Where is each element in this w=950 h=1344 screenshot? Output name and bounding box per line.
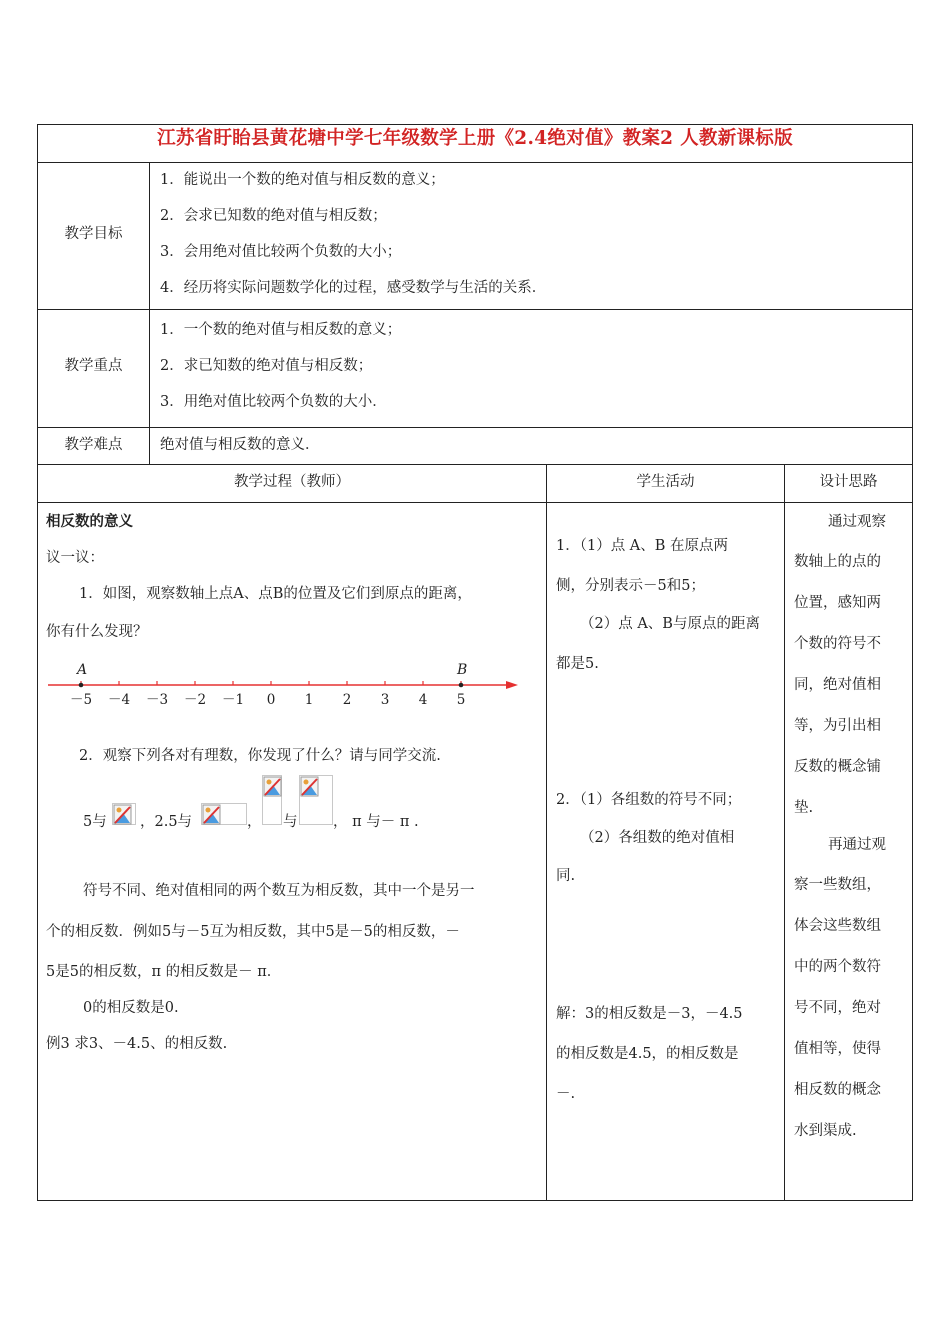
number-line-tick-label: －4 [107, 692, 131, 708]
missing-image-icon [262, 775, 282, 825]
page-title: 江苏省盱眙县黄花塘中学七年级数学上册《2.4绝对值》教案2 人教新课标版 [157, 128, 793, 149]
pair-text: ，2.5与 [140, 814, 193, 830]
number-line-tick-label: 0 [266, 692, 276, 708]
design-line: 水到渠成. [794, 1123, 857, 1139]
student-answer: （2）各组数的绝对值相 [580, 830, 735, 846]
key-point-item: 2．求已知数的绝对值与相反数； [160, 358, 373, 374]
definition-line: 符号不同、绝对值相同的两个数互为相反数，其中一个是另一 [83, 883, 475, 899]
design-line: 反数的概念铺 [794, 759, 881, 775]
number-line [44, 656, 524, 712]
difficulty-text: 绝对值与相反数的意义． [160, 437, 320, 453]
design-line: 察一些数组， [794, 877, 881, 893]
student-answer: 同. [556, 868, 576, 884]
question-1: 1．如图，观察数轴上点A、点B的位置及它们到原点的距离， [79, 586, 472, 602]
number-line-tick-label: 2 [342, 692, 352, 708]
number-line-tick-label: 1 [304, 692, 314, 708]
question-2: 2．观察下列各对有理数，你发现了什么？请与同学交流. [79, 748, 441, 764]
point-b-label: B [457, 662, 468, 678]
question-1-cont: 你有什么发现？ [46, 624, 148, 640]
zero-note: 0的相反数是0. [83, 1000, 179, 1016]
design-line: 体会这些数组 [794, 918, 881, 934]
design-line: 数轴上的点的 [794, 554, 881, 570]
student-answer: 1．（1）点 A、B 在原点两 [556, 538, 729, 554]
pair-text: 5与 [83, 814, 107, 830]
pair-text: 与 [283, 814, 298, 830]
section-heading: 相反数的意义 [46, 513, 133, 530]
missing-image-icon [112, 803, 136, 825]
point-b-dot [459, 683, 464, 688]
design-line: 再通过观 [828, 837, 886, 853]
objective-item: 1．能说出一个数的绝对值与相反数的意义； [160, 172, 445, 188]
objective-item: 4．经历将实际问题数学化的过程，感受数学与生活的关系． [160, 280, 547, 296]
number-line-tick-label: 5 [456, 692, 466, 708]
number-line-tick-label: 3 [380, 692, 390, 708]
number-line-tick-label: －3 [145, 692, 169, 708]
design-line: 通过观察 [828, 514, 886, 530]
design-line: 垫. [794, 800, 814, 816]
example-3: 例3 求3、－4.5、的相反数. [46, 1036, 228, 1052]
pair-text: ， π 与－ π . [333, 814, 419, 830]
objectives-label: 教学目标 [64, 226, 123, 242]
pair-text: ， [247, 814, 262, 830]
missing-image-icon [201, 803, 247, 825]
design-line: 号不同，绝对 [794, 1000, 881, 1016]
objective-item: 2．会求已知数的绝对值与相反数； [160, 208, 387, 224]
design-line: 同，绝对值相 [794, 677, 881, 693]
student-answer: （2）点 A、B与原点的距离 [580, 616, 760, 632]
design-line: 等，为引出相 [794, 718, 881, 734]
point-a-label: A [77, 662, 88, 678]
design-line: 位置，感知两 [794, 595, 881, 611]
number-line-tick-label: －1 [221, 692, 245, 708]
key-points-label: 教学重点 [64, 358, 123, 374]
design-line: 个数的符号不 [794, 636, 881, 652]
column-header-student: 学生活动 [636, 474, 695, 490]
column-header-teacher: 教学过程（教师） [234, 474, 350, 490]
point-a-dot [79, 683, 84, 688]
design-line: 中的两个数符 [794, 959, 881, 975]
key-point-item: 1．一个数的绝对值与相反数的意义； [160, 322, 402, 338]
student-answer: 侧，分别表示－5和5； [556, 578, 705, 594]
design-line: 相反数的概念 [794, 1082, 881, 1098]
column-header-design: 设计思路 [819, 474, 878, 490]
number-line-tick-label: 4 [418, 692, 428, 708]
student-solution: －. [556, 1086, 576, 1102]
discuss-label: 议一议： [46, 550, 104, 566]
key-point-item: 3．用绝对值比较两个负数的大小． [160, 394, 387, 410]
objective-item: 3．会用绝对值比较两个负数的大小； [160, 244, 402, 260]
student-solution: 解：3的相反数是－3，－4.5 [556, 1006, 743, 1022]
definition-line: 个的相反数．例如5与－5互为相反数，其中5是－5的相反数，－ [46, 924, 460, 940]
design-line: 值相等，使得 [794, 1041, 881, 1057]
definition-line: 5是5的相反数，π 的相反数是－ π． [46, 964, 282, 980]
difficulty-label: 教学难点 [64, 437, 123, 453]
student-solution: 的相反数是4.5，的相反数是 [556, 1046, 739, 1062]
student-answer: 都是5. [556, 656, 599, 672]
arrow-right-icon [506, 681, 518, 689]
missing-image-icon [299, 775, 333, 825]
number-line-tick-label: －2 [183, 692, 207, 708]
number-line-tick-label: －5 [69, 692, 93, 708]
student-answer: 2．（1）各组数的符号不同； [556, 792, 742, 808]
